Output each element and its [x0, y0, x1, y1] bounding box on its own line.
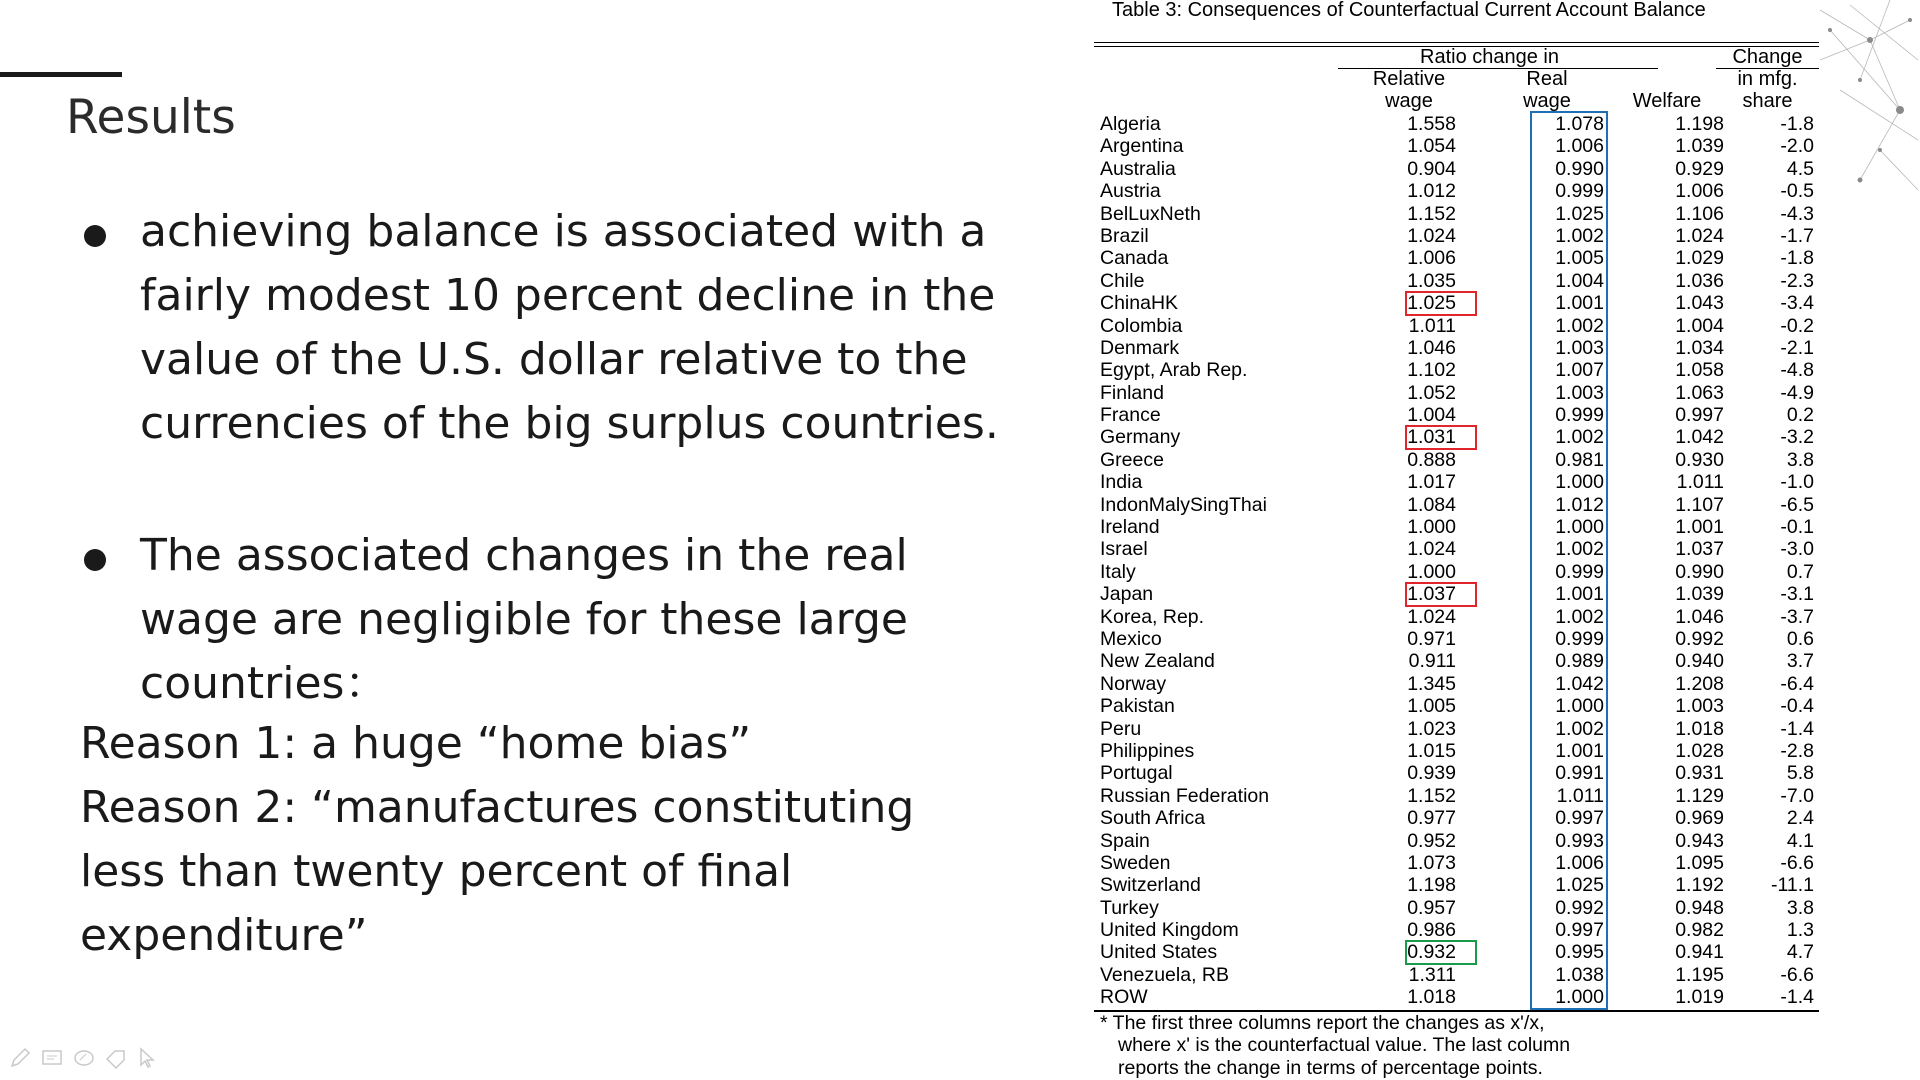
highlight-box-green	[1405, 940, 1477, 964]
cell-real-wage: 0.995	[1555, 941, 1604, 964]
cell-country: New Zealand	[1100, 650, 1215, 673]
cell-welfare: 1.034	[1675, 336, 1724, 359]
cell-relative-wage: 1.311	[1408, 963, 1456, 986]
cell-relative-wage: 0.904	[1407, 157, 1456, 180]
cell-relative-wage: 1.084	[1407, 493, 1456, 516]
reason-line: Reason 1: a huge “home bias”	[80, 718, 752, 769]
table-row	[1094, 315, 1819, 337]
cell-real-wage: 1.038	[1555, 963, 1604, 986]
table-row	[1094, 964, 1819, 986]
cell-change-mfg: -3.4	[1780, 292, 1814, 315]
cell-real-wage: 0.981	[1555, 448, 1604, 471]
cell-relative-wage: 1.073	[1407, 851, 1456, 874]
cell-welfare: 1.195	[1675, 963, 1724, 986]
cell-welfare: 1.039	[1675, 135, 1724, 158]
table-row	[1094, 628, 1819, 650]
cell-change-mfg: 2.4	[1786, 807, 1814, 830]
cell-welfare: 0.930	[1675, 448, 1724, 471]
network-graphic	[1810, 0, 1920, 200]
group-header: Ratio change in	[1420, 46, 1559, 68]
cell-relative-wage: 1.005	[1407, 695, 1456, 718]
cell-change-mfg: -2.3	[1780, 269, 1814, 292]
eraser-icon[interactable]	[72, 1046, 96, 1070]
cell-change-mfg: 0.2	[1786, 404, 1814, 427]
table-row	[1094, 650, 1819, 672]
cell-welfare: 1.001	[1675, 516, 1724, 539]
cell-country: Turkey	[1100, 896, 1159, 919]
table-row	[1094, 180, 1819, 202]
cell-change-mfg: 3.8	[1786, 448, 1814, 471]
cell-real-wage: 1.002	[1555, 717, 1604, 740]
cell-change-mfg: -3.2	[1780, 426, 1814, 449]
cell-country: Colombia	[1100, 314, 1183, 337]
cell-change-mfg: -2.0	[1780, 135, 1814, 158]
cell-welfare: 0.931	[1675, 762, 1724, 785]
cell-welfare: 0.990	[1675, 560, 1724, 583]
cell-real-wage: 1.042	[1555, 672, 1604, 695]
cell-welfare: 0.969	[1675, 807, 1724, 830]
cell-relative-wage: 0.971	[1407, 627, 1456, 650]
cell-welfare: 0.997	[1675, 404, 1724, 427]
table-row	[1094, 785, 1819, 807]
cell-real-wage: 1.003	[1555, 381, 1604, 404]
tag-icon[interactable]	[104, 1046, 128, 1070]
table-note: * The first three columns report the changes as x'/x, where x' is the counterfactual value. The last column reports the change in terms of percentage points.	[1100, 1012, 1571, 1079]
cell-relative-wage: 1.000	[1407, 516, 1456, 539]
table-row	[1094, 516, 1819, 538]
cell-welfare: 1.019	[1675, 986, 1724, 1009]
cell-relative-wage: 0.986	[1407, 919, 1456, 942]
cell-country: Chile	[1100, 269, 1145, 292]
cell-real-wage: 0.997	[1555, 919, 1604, 942]
cell-country: Switzerland	[1100, 874, 1201, 897]
cell-real-wage: 1.005	[1555, 247, 1604, 270]
highlight-box-red	[1405, 291, 1477, 315]
cell-relative-wage: 1.006	[1407, 247, 1456, 270]
table-row	[1094, 695, 1819, 717]
cell-relative-wage: 1.012	[1407, 180, 1456, 203]
cell-welfare: 1.063	[1675, 381, 1724, 404]
cell-real-wage: 0.997	[1555, 807, 1604, 830]
header-welfare: Welfare	[1632, 90, 1702, 112]
table-row	[1094, 359, 1819, 381]
cell-welfare: 1.006	[1675, 180, 1724, 203]
cell-country: Brazil	[1100, 224, 1149, 247]
bullet-dot-icon	[84, 225, 106, 247]
cell-real-wage: 0.999	[1555, 627, 1604, 650]
table-row	[1094, 762, 1819, 784]
cell-country: South Africa	[1100, 807, 1206, 830]
cell-relative-wage: 1.017	[1407, 471, 1456, 494]
cell-welfare: 1.208	[1675, 672, 1724, 695]
cell-real-wage: 0.989	[1555, 650, 1604, 673]
cell-change-mfg: 4.5	[1786, 157, 1814, 180]
cell-welfare: 1.028	[1675, 739, 1724, 762]
cell-country: Austria	[1100, 180, 1161, 203]
cell-change-mfg: 4.1	[1786, 829, 1814, 852]
table-row	[1094, 740, 1819, 762]
cell-change-mfg: -2.1	[1780, 336, 1814, 359]
cell-change-mfg: -4.8	[1780, 359, 1814, 382]
cell-change-mfg: 0.6	[1786, 627, 1814, 650]
screen-icon[interactable]	[40, 1046, 64, 1070]
cell-welfare: 1.043	[1675, 292, 1724, 315]
cell-change-mfg: -7.0	[1780, 784, 1814, 807]
table-row	[1094, 561, 1819, 583]
cell-relative-wage: 0.932	[1407, 941, 1456, 964]
real-wage-column-highlight	[1530, 111, 1608, 1010]
cell-relative-wage: 1.152	[1407, 784, 1456, 807]
cell-country: Greece	[1100, 448, 1164, 471]
cell-country: Portugal	[1100, 762, 1173, 785]
table-row	[1094, 203, 1819, 225]
cell-welfare: 0.929	[1675, 157, 1724, 180]
cell-country: Australia	[1100, 157, 1176, 180]
cell-change-mfg: -0.5	[1780, 180, 1814, 203]
cell-country: Korea, Rep.	[1100, 605, 1205, 628]
table-row	[1094, 471, 1819, 493]
slide-title: Results	[66, 90, 236, 145]
table-top-rule	[1094, 42, 1819, 43]
cell-welfare: 1.129	[1675, 784, 1724, 807]
cell-relative-wage: 0.888	[1407, 448, 1456, 471]
cell-change-mfg: -11.1	[1771, 874, 1814, 897]
cell-relative-wage: 0.939	[1407, 762, 1456, 785]
cell-real-wage: 0.993	[1555, 829, 1604, 852]
cell-relative-wage: 1.054	[1407, 135, 1456, 158]
cell-real-wage: 0.991	[1555, 762, 1604, 785]
cell-relative-wage: 1.035	[1407, 269, 1456, 292]
cell-relative-wage: 1.018	[1407, 986, 1456, 1009]
cell-welfare: 1.198	[1675, 113, 1724, 135]
bullet-text: achieving balance is associated with a fairly modest 10 percent decline in the value of the U.S. dollar relative to the currencies of the big surplus countries.	[140, 206, 999, 449]
cell-relative-wage: 1.024	[1407, 605, 1456, 628]
cell-welfare: 1.029	[1675, 247, 1724, 270]
cell-welfare: 0.992	[1675, 627, 1724, 650]
cell-real-wage: 1.004	[1555, 269, 1604, 292]
cell-change-mfg: 0.7	[1786, 560, 1814, 583]
cell-real-wage: 1.003	[1555, 336, 1604, 359]
cell-real-wage: 0.992	[1555, 896, 1604, 919]
cell-welfare: 1.011	[1676, 471, 1724, 494]
cell-welfare: 1.003	[1675, 695, 1724, 718]
cell-welfare: 1.095	[1675, 851, 1724, 874]
cell-welfare: 0.940	[1675, 650, 1724, 673]
table-row	[1094, 135, 1819, 157]
cell-relative-wage: 1.025	[1407, 292, 1456, 315]
table-row	[1094, 718, 1819, 740]
cell-real-wage: 1.000	[1555, 471, 1604, 494]
cell-change-mfg: -6.5	[1780, 493, 1814, 516]
cell-welfare: 1.037	[1675, 538, 1724, 561]
cell-real-wage: 1.078	[1555, 113, 1604, 135]
cell-welfare: 1.042	[1675, 426, 1724, 449]
cell-welfare: 1.024	[1675, 224, 1724, 247]
cell-country: Mexico	[1100, 627, 1162, 650]
table-body	[1094, 113, 1819, 1009]
cell-welfare: 1.004	[1675, 314, 1724, 337]
cell-country: Italy	[1100, 560, 1136, 583]
cell-real-wage: 0.999	[1555, 560, 1604, 583]
cell-country: ROW	[1100, 986, 1148, 1009]
cell-real-wage: 1.002	[1555, 605, 1604, 628]
header-relative-wage: Relative wage	[1372, 68, 1446, 112]
cell-relative-wage: 1.052	[1407, 381, 1456, 404]
cell-real-wage: 1.011	[1556, 784, 1604, 807]
cell-country: Israel	[1100, 538, 1148, 561]
cell-country: Ireland	[1100, 516, 1160, 539]
bullet-item	[0, 524, 1020, 716]
table-row	[1094, 426, 1819, 448]
table-row	[1094, 897, 1819, 919]
cell-country: Egypt, Arab Rep.	[1100, 359, 1248, 382]
cell-relative-wage: 1.046	[1407, 336, 1456, 359]
cell-welfare: 1.106	[1675, 202, 1724, 225]
cell-real-wage: 0.999	[1555, 404, 1604, 427]
table-row	[1094, 247, 1819, 269]
cell-real-wage: 1.006	[1555, 851, 1604, 874]
cell-relative-wage: 0.957	[1407, 896, 1456, 919]
table-row	[1094, 382, 1819, 404]
cell-relative-wage: 1.345	[1407, 672, 1456, 695]
cell-relative-wage: 1.037	[1407, 583, 1456, 606]
cell-change-mfg: -6.6	[1780, 851, 1814, 874]
table-row	[1094, 337, 1819, 359]
table-row	[1094, 583, 1819, 605]
table-row	[1094, 852, 1819, 874]
cell-real-wage: 1.002	[1555, 426, 1604, 449]
cell-change-mfg: -1.0	[1780, 471, 1814, 494]
cell-country: United Kingdom	[1100, 919, 1239, 942]
cell-relative-wage: 1.015	[1407, 739, 1456, 762]
cell-relative-wage: 1.102	[1407, 359, 1456, 382]
table-row	[1094, 874, 1819, 896]
cell-relative-wage: 1.004	[1407, 404, 1456, 427]
cell-relative-wage: 1.558	[1407, 113, 1456, 135]
highlight-box-red	[1405, 582, 1477, 606]
cell-change-mfg: 4.7	[1786, 941, 1814, 964]
cell-real-wage: 1.002	[1555, 538, 1604, 561]
cell-country: Canada	[1100, 247, 1169, 270]
cell-change-mfg: -3.0	[1780, 538, 1814, 561]
header-real-wage: Real wage	[1523, 68, 1571, 112]
cell-country: ChinaHK	[1100, 292, 1179, 315]
cell-change-mfg: -1.7	[1780, 224, 1814, 247]
cell-change-mfg: -1.4	[1780, 717, 1814, 740]
cell-change-mfg: -0.2	[1780, 314, 1814, 337]
cell-change-mfg: 3.7	[1786, 650, 1814, 673]
cell-welfare: 1.192	[1675, 874, 1724, 897]
cell-change-mfg: 1.3	[1786, 919, 1814, 942]
cell-welfare: 0.941	[1675, 941, 1724, 964]
cell-welfare: 1.107	[1675, 493, 1724, 516]
table-row	[1094, 270, 1819, 292]
cell-relative-wage: 1.024	[1407, 224, 1456, 247]
cell-real-wage: 1.000	[1555, 516, 1604, 539]
cell-welfare: 1.046	[1675, 605, 1724, 628]
cell-real-wage: 0.990	[1555, 157, 1604, 180]
slide-body	[0, 200, 1040, 968]
cell-real-wage: 1.001	[1555, 739, 1604, 762]
cell-change-mfg: -0.1	[1780, 516, 1814, 539]
cell-welfare: 0.948	[1675, 896, 1724, 919]
cell-relative-wage: 1.024	[1407, 538, 1456, 561]
cell-change-mfg: -6.4	[1780, 672, 1814, 695]
cell-real-wage: 0.999	[1555, 180, 1604, 203]
cell-real-wage: 1.006	[1555, 135, 1604, 158]
bullet-text: The associated changes in the real wage are negligible for these large countries：	[140, 530, 908, 709]
cell-relative-wage: 1.152	[1407, 202, 1456, 225]
table-row	[1094, 673, 1819, 695]
title-accent-line	[0, 72, 122, 77]
cell-country: IndonMalySingThai	[1100, 493, 1267, 516]
cell-relative-wage: 1.011	[1408, 314, 1456, 337]
cell-change-mfg: -3.1	[1780, 583, 1814, 606]
cell-change-mfg: -2.8	[1780, 739, 1814, 762]
cell-real-wage: 1.007	[1555, 359, 1604, 382]
cell-welfare: 1.058	[1675, 359, 1724, 382]
cell-country: Argentina	[1100, 135, 1184, 158]
cell-welfare: 0.982	[1675, 919, 1724, 942]
cell-country: Algeria	[1100, 113, 1161, 135]
cell-country: France	[1100, 404, 1161, 427]
pen-icon[interactable]	[8, 1046, 32, 1070]
table-row	[1094, 538, 1819, 560]
table-row	[1094, 494, 1819, 516]
cell-welfare: 1.036	[1675, 269, 1724, 292]
table-row	[1094, 919, 1819, 941]
cell-change-mfg: -1.8	[1780, 113, 1814, 135]
cell-relative-wage: 0.952	[1407, 829, 1456, 852]
table-row	[1094, 113, 1819, 135]
cell-country: Philippines	[1100, 739, 1195, 762]
cell-real-wage: 1.000	[1555, 986, 1604, 1009]
cell-real-wage: 1.025	[1555, 874, 1604, 897]
cell-country: Denmark	[1100, 336, 1180, 359]
table-row	[1094, 292, 1819, 314]
cell-country: Pakistan	[1100, 695, 1175, 718]
cell-real-wage: 1.025	[1555, 202, 1604, 225]
cell-change-mfg: -4.9	[1780, 381, 1814, 404]
cell-change-mfg: -0.4	[1780, 695, 1814, 718]
table-row	[1094, 158, 1819, 180]
cell-relative-wage: 1.000	[1407, 560, 1456, 583]
bullet-dot-icon	[84, 549, 106, 571]
cell-welfare: 1.039	[1675, 583, 1724, 606]
cell-change-mfg: -3.7	[1780, 605, 1814, 628]
cell-real-wage: 1.012	[1555, 493, 1604, 516]
results-table	[1094, 0, 1824, 1080]
cell-welfare: 0.943	[1675, 829, 1724, 852]
cell-real-wage: 1.001	[1555, 583, 1604, 606]
cell-country: Japan	[1100, 583, 1154, 606]
table-row	[1094, 941, 1819, 963]
cell-change-mfg: -6.6	[1780, 963, 1814, 986]
bullet-item	[0, 200, 1020, 456]
cell-relative-wage: 0.911	[1408, 650, 1456, 673]
cell-country: Venezuela, RB	[1100, 963, 1230, 986]
cell-change-mfg: 5.8	[1786, 762, 1814, 785]
cell-relative-wage: 0.977	[1407, 807, 1456, 830]
cell-change-mfg: 3.8	[1786, 896, 1814, 919]
cell-country: Spain	[1100, 829, 1150, 852]
cell-real-wage: 1.000	[1555, 695, 1604, 718]
cell-country: India	[1100, 471, 1143, 494]
table-row	[1094, 807, 1819, 829]
cell-change-mfg: -1.8	[1780, 247, 1814, 270]
table-row	[1094, 830, 1819, 852]
cell-change-mfg: -1.4	[1780, 986, 1814, 1009]
cell-real-wage: 1.002	[1555, 314, 1604, 337]
cell-relative-wage: 1.198	[1407, 874, 1456, 897]
header-change-mfg: Change in mfg. share	[1732, 46, 1803, 112]
cell-change-mfg: -4.3	[1780, 202, 1814, 225]
annotation-toolbar	[8, 1046, 160, 1070]
reason-line: Reason 2: “manufactures constituting less than twenty percent of final expenditure”	[80, 782, 915, 961]
cell-country: Finland	[1100, 381, 1164, 404]
highlight-box-red	[1405, 425, 1477, 449]
table-row	[1094, 225, 1819, 247]
cell-country: Sweden	[1100, 851, 1171, 874]
cell-country: BelLuxNeth	[1100, 202, 1201, 225]
cell-country: United States	[1100, 941, 1218, 964]
cell-country: Norway	[1100, 672, 1167, 695]
table-row	[1094, 986, 1819, 1008]
table-row	[1094, 606, 1819, 628]
table-row	[1094, 449, 1819, 471]
cell-relative-wage: 1.023	[1407, 717, 1456, 740]
cell-welfare: 1.018	[1675, 717, 1724, 740]
cell-real-wage: 1.002	[1555, 224, 1604, 247]
cell-real-wage: 1.001	[1555, 292, 1604, 315]
table-title: Table 3: Consequences of Counterfactual Current Account Balance	[1112, 0, 1706, 21]
cell-country: Germany	[1100, 426, 1181, 449]
cell-country: Peru	[1100, 717, 1142, 740]
table-row	[1094, 404, 1819, 426]
cell-relative-wage: 1.031	[1407, 426, 1456, 449]
cell-country: Russian Federation	[1100, 784, 1270, 807]
pointer-icon[interactable]	[136, 1046, 160, 1070]
